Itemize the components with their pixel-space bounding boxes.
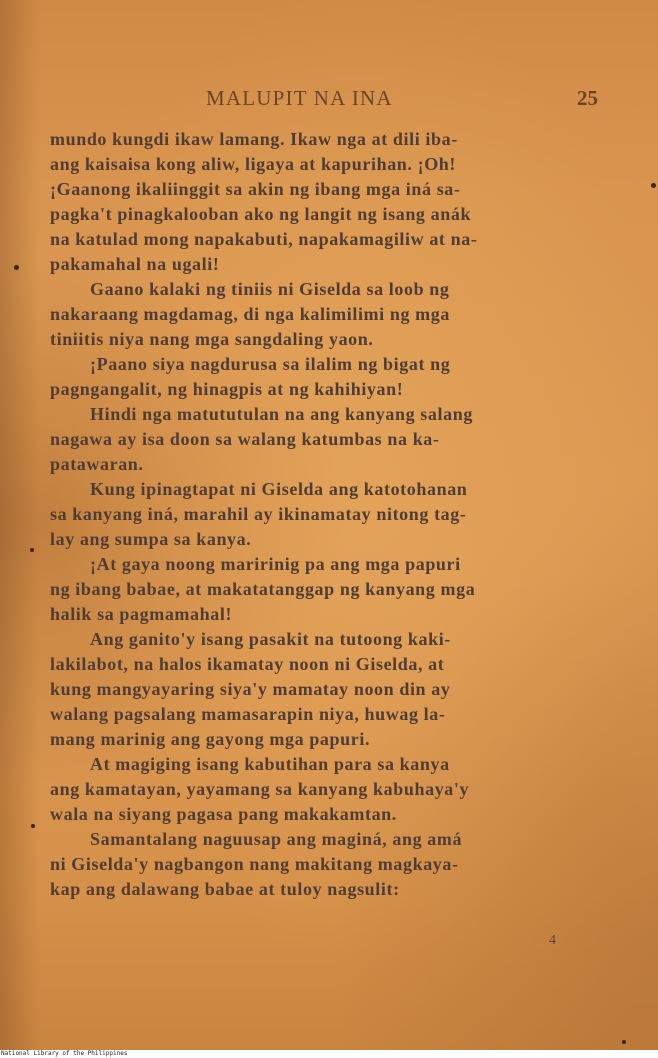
text-line: Ang ganito'y isang pasakit na tutoong kaki- xyxy=(90,629,451,649)
text-line: ¡Gaanong ikaliinggit sa akin ng ibang mga iná sa- xyxy=(50,179,461,199)
text-line: Kung ipinagtapat ni Giselda ang katotohanan xyxy=(90,479,468,499)
text-line: mang marinig ang gayong mga papuri. xyxy=(50,729,371,749)
text-line: Gaano kalaki ng tiniis ni Giselda sa loob ng xyxy=(90,279,450,299)
text-line: halik sa pagmamahal! xyxy=(50,604,233,624)
ink-speck xyxy=(622,1040,626,1044)
text-line: kap ang dalawang babae at tuloy nagsulit: xyxy=(50,879,400,899)
text-line: lakilabot, na halos ikamatay noon ni Giselda, at xyxy=(50,654,445,674)
page-edge-shadow xyxy=(0,0,40,1050)
text-line: nakaraang magdamag, di nga kalimilimi ng mga xyxy=(50,304,450,324)
text-line: pakamahal na ugali! xyxy=(50,254,220,274)
page-number: 25 xyxy=(577,86,598,110)
text-line: ¡Paano siya nagdurusa sa ilalim ng bigat ng xyxy=(90,354,451,374)
ink-speck xyxy=(14,265,19,270)
text-line: ang kamatayan, yayamang sa kanyang kabuhaya'y xyxy=(50,779,470,799)
text-line: kung mangyayaring siya'y mamatay noon din ay xyxy=(50,679,451,699)
text-line: ng ibang babae, at makatatanggap ng kanyang mga xyxy=(50,579,476,599)
text-line: mundo kungdi ikaw lamang. Ikaw nga at dili iba- xyxy=(50,129,458,149)
text-line: ni Giselda'y nagbangon nang makitang magkaya- xyxy=(50,854,459,874)
page-header xyxy=(0,86,658,116)
text-line: ¡At gaya noong maririnig pa ang mga papuri xyxy=(90,554,461,574)
text-line: ang kaisaisa kong aliw, ligaya at kapurihan. ¡Oh! xyxy=(50,154,457,174)
text-line: patawaran. xyxy=(50,454,144,474)
footer-credit: National Library of the Philippines xyxy=(1,1050,128,1057)
text-line: sa kanyang iná, marahil ay ikinamatay nitong tag- xyxy=(50,504,467,524)
text-line: tiniitis niya nang mga sangdaling yaon. xyxy=(50,329,374,349)
text-line: Hindi nga matututulan na ang kanyang salang xyxy=(90,404,473,424)
text-line: lay ang sumpa sa kanya. xyxy=(50,529,252,549)
text-line: Samantalang naguusap ang maginá, ang amá xyxy=(90,829,463,849)
text-line: na katulad mong napakabuti, napakamagiliw at na- xyxy=(50,229,478,249)
signature-mark: 4 xyxy=(549,933,556,948)
text-line: pagka't pinagkalooban ako ng langit ng isang anák xyxy=(50,204,472,224)
text-line: At magiging isang kabutihan para sa kanya xyxy=(90,754,450,774)
text-line: nagawa ay isa doon sa walang katumbas na ka- xyxy=(50,429,440,449)
ink-speck xyxy=(651,183,656,188)
text-line: walang pagsalang mamasarapin niya, huwag la- xyxy=(50,704,446,724)
running-title: MALUPIT NA INA xyxy=(206,86,393,110)
text-line: wala na siyang pagasa pang makakamtan. xyxy=(50,804,397,824)
ink-speck xyxy=(30,548,34,552)
text-line: pagngangalit, ng hinagpis at ng kahihiyan! xyxy=(50,379,404,399)
ink-speck xyxy=(31,824,35,828)
